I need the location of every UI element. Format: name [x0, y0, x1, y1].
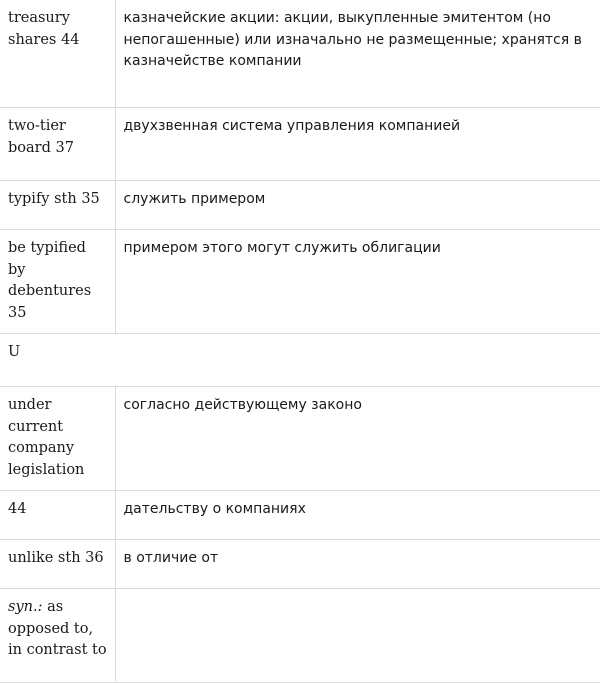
glossary-definition: согласно действующему законо [115, 387, 600, 491]
table-row [0, 230, 600, 334]
glossary-definition: в отличие от [115, 540, 600, 589]
synonym-terms: as opposed to, in contrast to [8, 599, 107, 658]
table-row [0, 0, 600, 108]
glossary-term: 44 [0, 491, 115, 540]
glossary-term: be typified by debentures 35 [0, 230, 115, 334]
table-row [0, 181, 600, 230]
table-row [0, 540, 600, 589]
table-row [0, 108, 600, 181]
glossary-definition: двухзвенная система управления компанией [115, 108, 600, 181]
glossary-term: under current company legislation [0, 387, 115, 491]
glossary-term: unlike sth 36 [0, 540, 115, 589]
glossary-definition: казначейские акции: акции, выкупленные эмитентом (но непогашенные) или изначально не размещенные; хранятся в казначействе компании [115, 0, 600, 108]
table-row [0, 589, 600, 683]
glossary-definition: служить примером [115, 181, 600, 230]
glossary-definition: примером этого могут служить облигации [115, 230, 600, 334]
table-row [0, 387, 600, 491]
synonym-abbreviation: syn.: [8, 599, 43, 615]
section-letter: U [0, 334, 600, 387]
glossary-term: two-tier board 37 [0, 108, 115, 181]
section-letter-row [0, 334, 600, 387]
glossary-term: typify sth 35 [0, 181, 115, 230]
glossary-definition [115, 589, 600, 683]
glossary-term-synonyms [0, 589, 115, 683]
glossary-definition: дательству о компаниях [115, 491, 600, 540]
table-row [0, 491, 600, 540]
glossary-term: treasury shares 44 [0, 0, 115, 108]
